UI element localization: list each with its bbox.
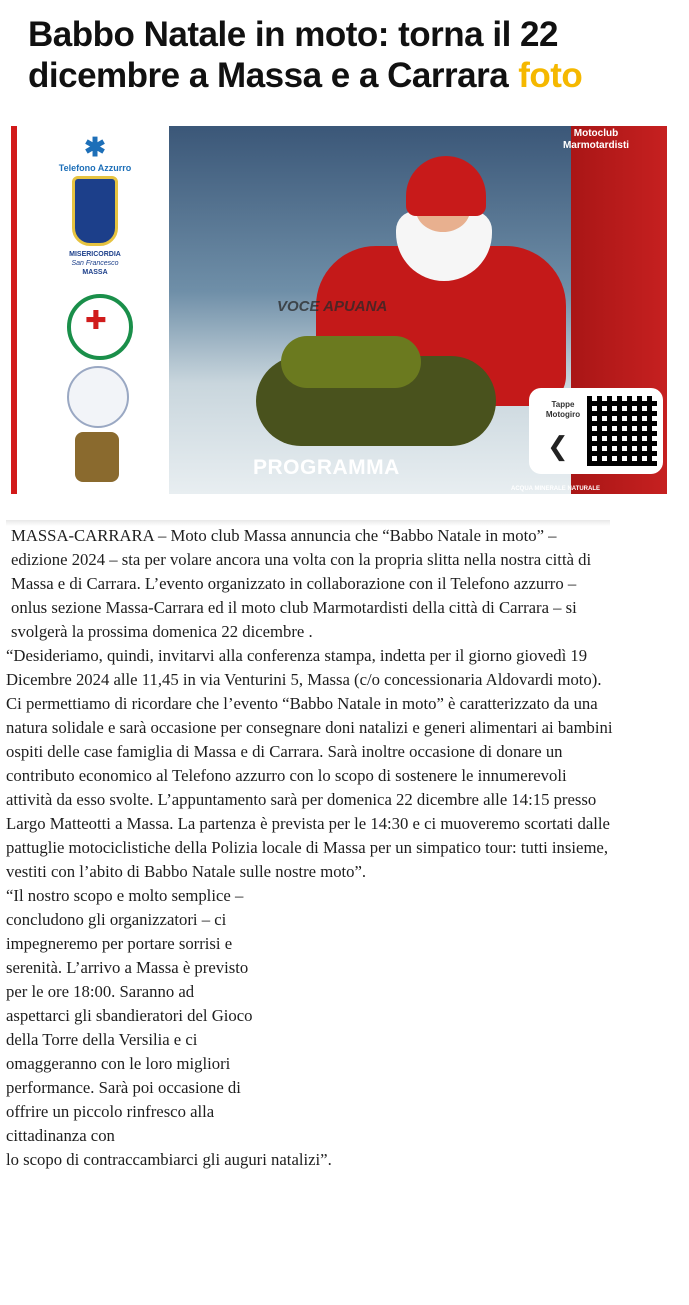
- telefono-azzurro-label: Telefono Azzurro: [58, 163, 132, 173]
- misericordia-city-label: MASSA: [82, 269, 108, 276]
- medical-cross-logo: [67, 294, 133, 360]
- misericordia-crest-icon: [72, 176, 118, 246]
- seal-logo: [67, 366, 129, 428]
- motorcycle-tank: [281, 336, 421, 388]
- article-paragraph-2: “Desideriamo, quindi, invitarvi alla conferenza stampa, indetta per il giorno giovedì 19 Dicembre 2024 alle 11,45 in via Venturini 5, Massa (c/o concessionaria Aldovardi moto). Ci permettiamo di ricordare che l’evento “Babbo Natale in moto” è caratterizzato da una natura solidale e sarà occasione per consegnare doni natalizi e generi alimentari ai bambini ospiti delle case famiglia di Massa e di Carrara. Sarà inoltre occasione di donare un contributo economico al Telefono azzurro con lo scopo di sostenere le innumerevoli attività da esso svolte. L’appuntamento sarà per domenica 22 dicembre alle 14:15 presso Largo Matteotti a Massa. La partenza è prevista per le 14:30 e ci muoveremo scortati dalle pattuglie motociclistiche della Polizia locale di Massa per un simpatico tour: tutti insieme, vestiti con l’abito di Babbo Natale sulle nostre moto”.: [6, 646, 613, 881]
- watermark: VOCE APUANA: [277, 298, 388, 315]
- article-paragraph-3-end: lo scopo di contraccambiarci gli auguri natalizi”.: [6, 1150, 332, 1169]
- article-paragraph-3: “Il nostro scopo e molto semplice – concludono gli organizzatori – ci impegneremo per portare sorrisi e serenità. L’arrivo a Massa è previsto per le ore 18:00. Saranno ad aspettarci gli sbandieratori del Gioco della Torre della Versilia e ci omaggeranno con le loro migliori performance. Sarà poi occasione di offrire un piccolo rinfresco alla cittadinanza con: [6, 886, 253, 1145]
- misericordia-label: MISERICORDIA: [69, 251, 121, 258]
- coat-of-arms-logo: [75, 432, 119, 482]
- article-headline: [28, 14, 668, 96]
- foto-link[interactable]: foto: [518, 56, 583, 95]
- qr-code-icon: [587, 396, 657, 466]
- misericordia-logo: [35, 176, 155, 277]
- article-body: [6, 524, 616, 1172]
- sponsor-logo-panel: [11, 126, 169, 494]
- motoclub-label: Motoclub Marmotardisti: [562, 128, 630, 151]
- article-paragraph-1: MASSA-CARRARA – Moto club Massa annuncia che “Babbo Natale in moto” – edizione 2024 – sta per volare ancora una volta con la propria slitta nella nostra città di Massa e di Carrara. L’evento organizzato in collaborazione con il Telefono azzurro – onlus sezione Massa-Carrara ed il moto club Marmotardisti della città di Carrara – si svolgerà la prossima domenica 22 dicembre .: [11, 526, 592, 641]
- programma-label: PROGRAMMA: [253, 456, 400, 479]
- telefono-azzurro-icon: ✱: [84, 132, 106, 162]
- arrow-left-icon: ❮: [547, 432, 569, 462]
- misericordia-sub-label: San Francesco: [71, 260, 119, 267]
- qr-panel: [529, 388, 663, 474]
- hero-image[interactable]: [11, 126, 667, 494]
- telefono-azzurro-logo: [35, 132, 155, 173]
- sponsor-bottom-tag: ACQUA MINERALE NATURALE: [511, 486, 600, 492]
- qr-caption: Tappe Motogiro: [545, 400, 581, 419]
- headline-text: Babbo Natale in moto: torna il 22 dicembre a Massa e a Carrara: [28, 15, 558, 95]
